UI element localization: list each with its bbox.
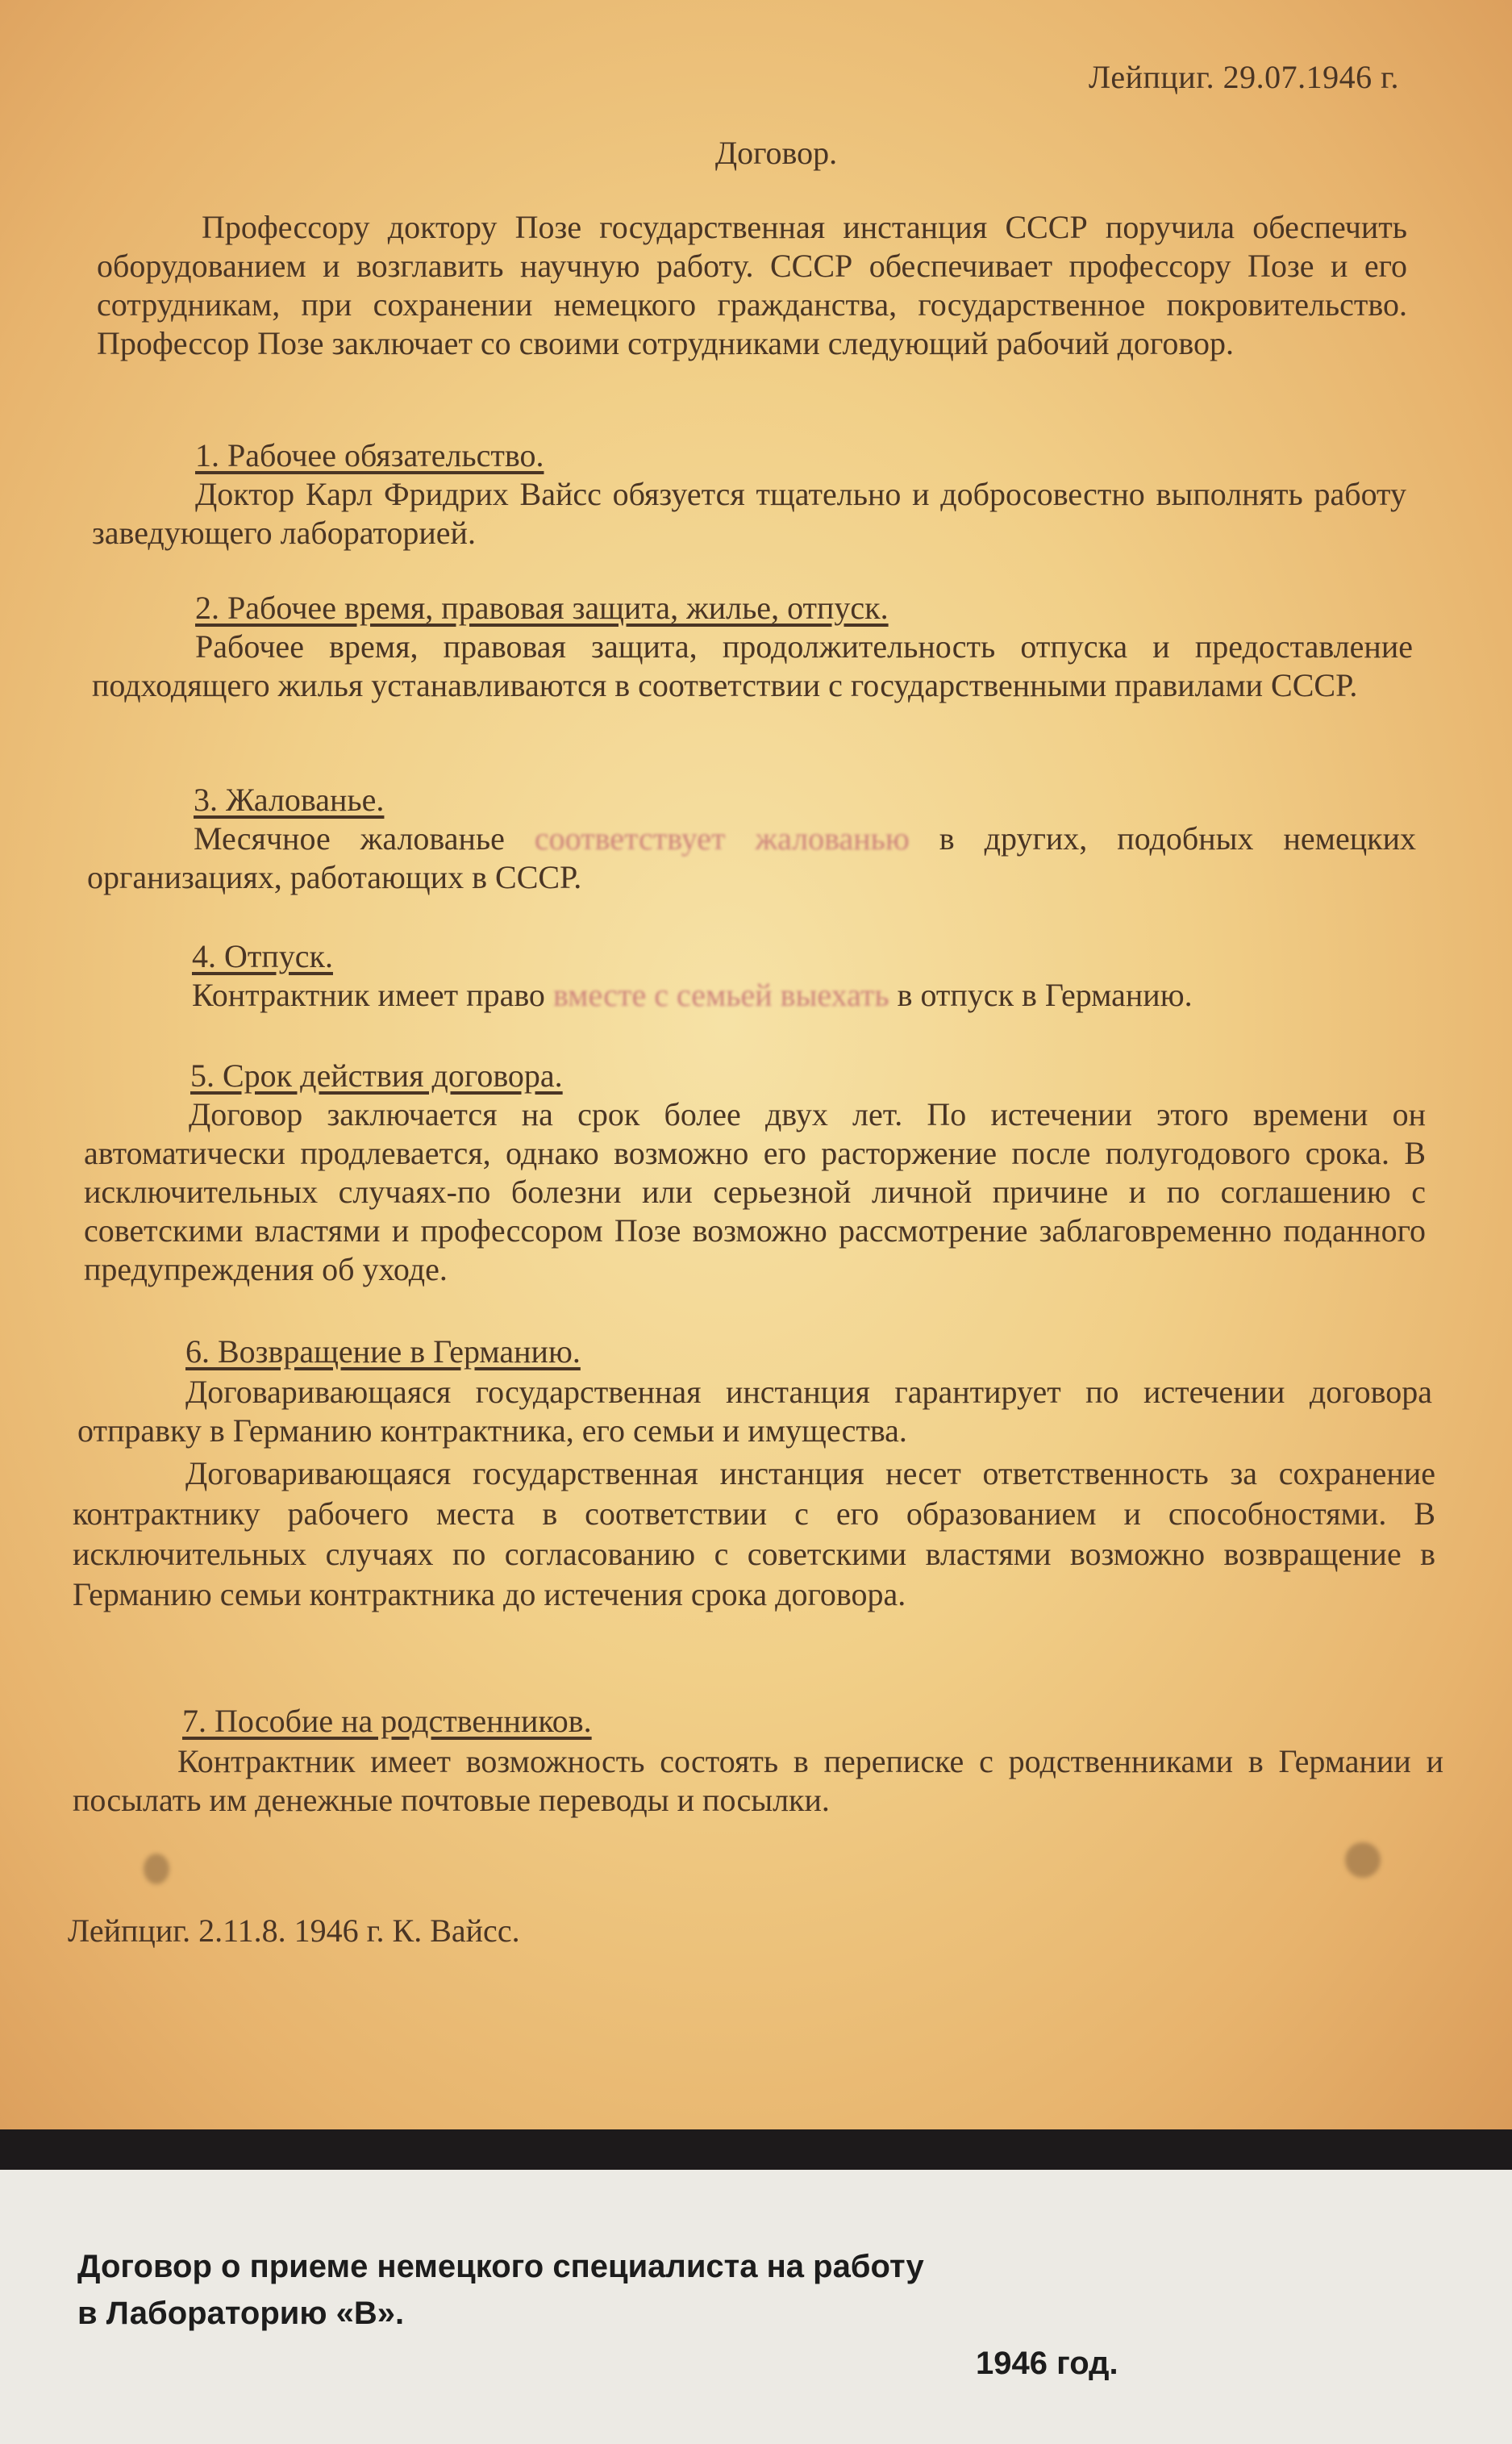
section-7-text: Контрактник имеет возможность состоять в переписке с родственниками в Германии и посылать им денежные почтовые переводы и посылки. (73, 1743, 1443, 1818)
frame-edge (0, 2129, 1512, 2170)
section-3-text: Месячное жалованье соответствует жалованью в других, подобных немецких организациях, работающих в СССР. (87, 820, 1416, 895)
section-6-heading: 6. Возвращение в Германию. (185, 1333, 581, 1370)
section-3-heading: 3. Жалованье. (194, 782, 385, 818)
section-2-heading: 2. Рабочее время, правовая защита, жилье, отпуск. (195, 590, 889, 626)
caption-plate (0, 2170, 1512, 2444)
caption-line-1: Договор о приеме немецкого специалиста на работу (77, 2249, 924, 2284)
paper-smudge (144, 1854, 169, 1884)
intro-paragraph: Профессору доктору Позе государственная инстанция СССР поручила обеспечить оборудованием и возглавить научную работу. СССР обеспечивает профессору Позе и его сотрудникам, при сохранении немецкого гражданства, государственное покровительство. Профессор Позе заключает со своими сотрудниками следующий рабочий договор. (97, 209, 1407, 361)
section-1-text: Доктор Карл Фридрих Вайсс обязуется тщательно и добросовестно выполнять работу заведующего лабораторией. (92, 476, 1406, 551)
section-1-heading: 1. Рабочее обязательство. (195, 437, 544, 473)
paper-smudge (1345, 1842, 1381, 1878)
caption-year: 1946 год. (976, 2346, 1118, 2381)
section-4-text: Контрактник имеет право вместе с семьей выехать в отпуск в Германию. (192, 977, 1193, 1013)
section-7-heading: 7. Пособие на родственников. (182, 1703, 592, 1739)
document-date: Лейпциг. 29.07.1946 г. (1088, 59, 1399, 95)
document-title: Договор. (714, 135, 838, 171)
section-5-heading: 5. Срок действия договора. (190, 1057, 563, 1094)
caption-line-2: в Лабораторию «В». (77, 2296, 405, 2331)
section-2-text: Рабочее время, правовая защита, продолжительность отпуска и предоставление подходящего жилья устанавливаются в соответствии с государственными правилами СССР. (92, 628, 1413, 703)
section-4-heading: 4. Отпуск. (192, 938, 333, 974)
signature-line: Лейпциг. 2.11.8. 1946 г. К. Вайсс. (68, 1912, 520, 1949)
section-5-text: Договор заключается на срок более двух лет. По истечении этого времени он автоматически продлевается, однако возможно его расторжение после полугодового срока. В исключительных случаях-по болезни или серьезной личной причине и по соглашению с советскими властями и профессором Позе возможно рассмотрение заблаговременно поданного предупреждения об уходе. (84, 1096, 1426, 1287)
section-6-text: Договаривающаяся государственная инстанция гарантирует по истечении договора отправку в Германию контрактника, его семьи и имущества. (77, 1374, 1432, 1449)
section-6-text-2: Договаривающаяся государственная инстанция несет ответственность за сохранение контрактнику рабочего места в соответствии с его образованием и способностями. В исключительных случаях по согласованию с советскими властями возможно возвращение в Германию семьи контрактника до истечения срока договора. (73, 1455, 1435, 1612)
